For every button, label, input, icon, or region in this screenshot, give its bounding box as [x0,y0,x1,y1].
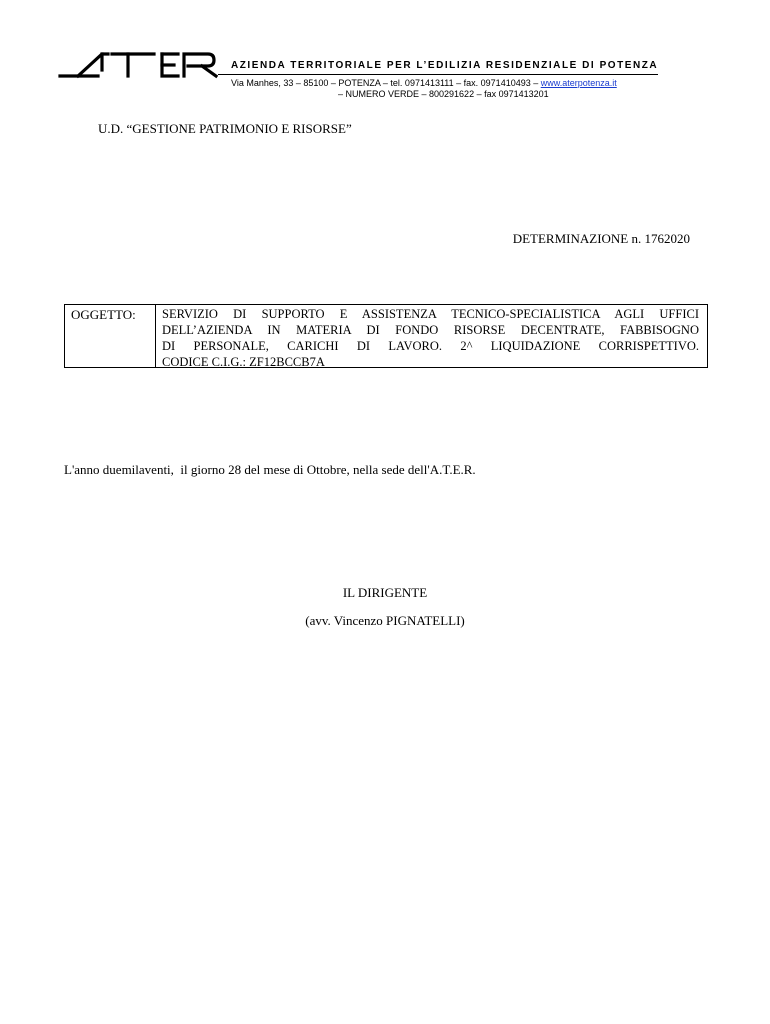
oggetto-line: DI PERSONALE, CARICHI DI LAVORO. 2^ LIQUIDAZIONE CORRISPETTIVO. [162,339,699,353]
numero-verde-line: – NUMERO VERDE – 800291622 – fax 0971413201 [338,89,549,99]
oggetto-line: SERVIZIO DI SUPPORTO E ASSISTENZA TECNICO-SPECIALISTICA AGLI UFFICI [162,307,699,321]
oggetto-line: DELL’AZIENDA IN MATERIA DI FONDO RISORSE DECENTRATE, FABBISOGNO [162,323,699,337]
website-link[interactable]: www.aterpotenza.it [540,78,617,88]
oggetto-label: OGGETTO: [65,305,156,367]
address-line [231,78,617,88]
address-text: Via Manhes, 33 – 85100 – POTENZA – tel. 0971413111 – fax. 0971410493 – [231,78,541,88]
agency-name: AZIENDA TERRITORIALE PER L’EDILIZIA RESIDENZIALE DI POTENZA [231,60,659,71]
ater-logo-icon [58,50,218,80]
unit-title: U.D. “GESTIONE PATRIMONIO E RISORSE” [98,121,352,136]
oggetto-box [64,304,708,368]
dirigente-name: (avv. Vincenzo PIGNATELLI) [305,613,465,628]
dirigente-title: IL DIRIGENTE [342,585,428,600]
intro-paragraph: L'anno duemilaventi, il giorno 28 del mese di Ottobre, nella sede dell'A.T.E.R. [64,462,476,477]
determinazione-number: DETERMINAZIONE n. 1762020 [512,231,690,246]
header-divider [218,74,658,75]
oggetto-text [156,305,707,367]
oggetto-line: CODICE C.I.G.: ZF12BCCB7A [162,355,325,369]
